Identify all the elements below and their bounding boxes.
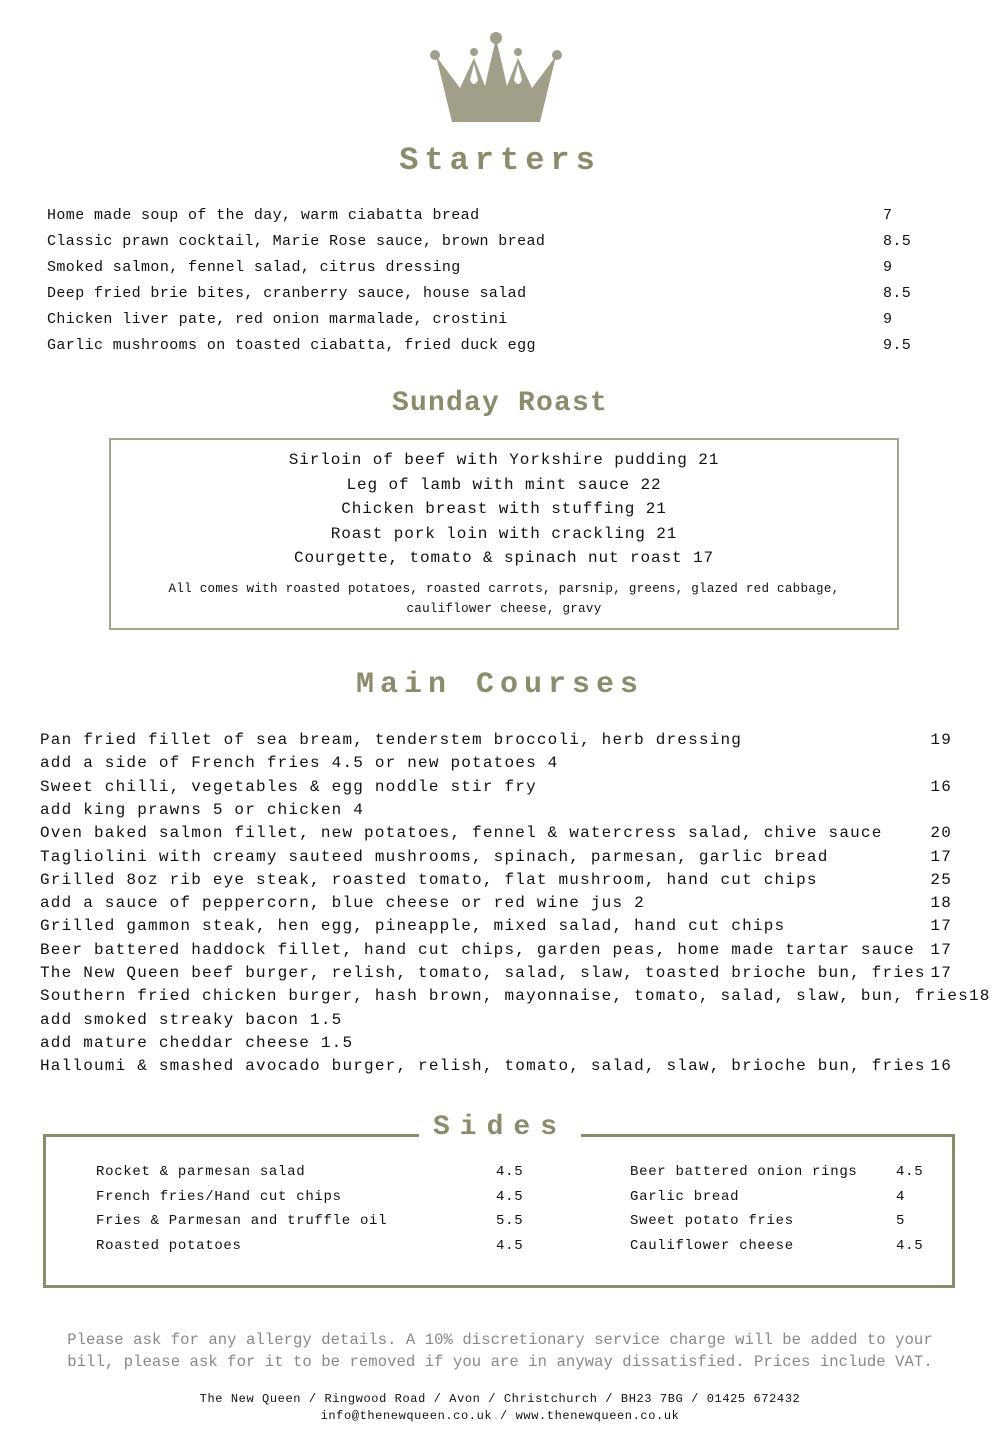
- item-name: Smoked salmon, fennel salad, citrus dressing: [47, 259, 461, 276]
- side-price: 4.5: [896, 1164, 924, 1180]
- item-name: Sweet chilli, vegetables & egg noddle stir fry: [40, 777, 537, 796]
- item-name: Beer battered haddock fillet, hand cut chips, garden peas, home made tartar sauce: [40, 940, 915, 959]
- main-courses-heading: Main Courses: [355, 668, 645, 702]
- item-price: 20: [930, 824, 952, 843]
- item-price: 8.5: [883, 285, 912, 302]
- item-name: Southern fried chicken burger, hash brown, mayonnaise, tomato, salad, slaw, bun, fries: [40, 987, 969, 1006]
- contact: info@thenewqueen.co.uk / www.thenewqueen.co.uk: [320, 1409, 680, 1423]
- item-name: add a sauce of peppercorn, blue cheese or red wine jus 2: [40, 894, 645, 913]
- item-price: 17: [930, 847, 952, 866]
- menu-item: [40, 894, 952, 912]
- item-name: Chicken liver pate, red onion marmalade, crostini: [47, 311, 508, 328]
- item-name: Grilled 8oz rib eye steak, roasted tomato, flat mushroom, hand cut chips: [40, 870, 818, 889]
- item-price: 17: [930, 917, 952, 936]
- menu-item: [47, 233, 912, 250]
- item-price: 16: [930, 777, 952, 796]
- menu-item: [47, 259, 907, 276]
- side-price: 4.5: [496, 1188, 524, 1205]
- item-price: 9: [883, 259, 893, 276]
- sunday-roast-box: [109, 438, 899, 630]
- item-name: add mature cheddar cheese 1.5: [40, 1033, 354, 1052]
- notice-line: bill, please ask for it to be removed if you are in anyway dissatisfied. Prices include VAT.: [67, 1353, 933, 1371]
- roast-item: Leg of lamb with mint sauce 22: [346, 475, 662, 494]
- item-price: 9.5: [883, 337, 912, 354]
- roast-item: Chicken breast with stuffing 21: [341, 500, 667, 518]
- item-name: The New Queen beef burger, relish, tomato, salad, slaw, toasted brioche bun, fries: [40, 964, 926, 982]
- item-name: Oven baked salmon fillet, new potatoes, fennel & watercress salad, chive sauce: [40, 824, 883, 843]
- sides-heading-wrap: [0, 1112, 1000, 1143]
- menu-item: [40, 801, 952, 819]
- menu-item: [40, 987, 991, 1006]
- crown-icon: [430, 28, 562, 123]
- item-price: 7: [883, 207, 893, 224]
- side-price: 4.5: [496, 1164, 524, 1180]
- item-name: Pan fried fillet of sea bream, tenderstem broccoli, herb dressing: [40, 731, 743, 749]
- side-name: Garlic bread: [630, 1188, 740, 1205]
- side-price: 4.5: [896, 1238, 924, 1255]
- item-price: 19: [930, 731, 952, 749]
- menu-item: [40, 731, 952, 749]
- side-price: 4: [896, 1188, 906, 1205]
- menu-item: [47, 207, 907, 224]
- roast-item: Courgette, tomato & spinach nut roast 17: [293, 549, 715, 567]
- side-name: Beer battered onion rings: [630, 1164, 858, 1180]
- side-name: Fries & Parmesan and truffle oil: [96, 1213, 388, 1230]
- address: The New Queen / Ringwood Road / Avon / Christchurch / BH23 7BG / 01425 672432: [199, 1392, 801, 1406]
- item-name: Deep fried brie bites, cranberry sauce, house salad: [47, 285, 527, 302]
- roast-note: All comes with roasted potatoes, roasted carrots, parsnip, greens, glazed red cabbage, cauliflower cheese, gravy: [168, 581, 840, 616]
- side-price: 5: [896, 1213, 906, 1230]
- menu-item: [40, 824, 952, 842]
- menu-item: [47, 285, 912, 302]
- item-name: Garlic mushrooms on toasted ciabatta, fried duck egg: [47, 337, 536, 354]
- menu-item: [40, 1011, 952, 1029]
- side-name: French fries/Hand cut chips: [96, 1188, 342, 1205]
- side-name: Rocket & parmesan salad: [96, 1164, 306, 1180]
- item-name: Home made soup of the day, warm ciabatta bread: [47, 207, 480, 224]
- item-price: 17: [930, 940, 952, 959]
- item-name: add smoked streaky bacon 1.5: [40, 1010, 343, 1029]
- item-price: 25: [930, 870, 952, 889]
- side-name: Cauliflower cheese: [630, 1238, 794, 1255]
- menu-item: [40, 871, 952, 889]
- menu-item: [40, 754, 952, 772]
- menu-item: [40, 917, 952, 935]
- menu-item: [40, 941, 952, 959]
- roast-item: Roast pork loin with crackling 21: [330, 524, 678, 543]
- starters-heading: Starters: [399, 142, 601, 179]
- address-block: [0, 1391, 1000, 1425]
- notice-line: Please ask for any allergy details. A 10% discretionary service charge will be added to your: [67, 1331, 933, 1349]
- side-name: Sweet potato fries: [630, 1213, 794, 1230]
- menu-item: [40, 1057, 952, 1075]
- sides-box: [43, 1134, 955, 1288]
- allergy-notice: [0, 1329, 1000, 1373]
- side-name: Roasted potatoes: [96, 1238, 242, 1255]
- item-price: 17: [930, 964, 952, 982]
- item-name: Grilled gammon steak, hen egg, pineapple, mixed salad, hand cut chips: [40, 917, 786, 936]
- item-price: 9: [883, 311, 893, 328]
- item-price: 8.5: [883, 233, 912, 250]
- menu-item: [40, 848, 952, 866]
- item-name: Classic prawn cocktail, Marie Rose sauce, brown bread: [47, 233, 546, 250]
- menu-item: [40, 1034, 952, 1052]
- item-name: Halloumi & smashed avocado burger, relish, tomato, salad, slaw, brioche bun, fries: [40, 1057, 926, 1076]
- side-price: 5.5: [496, 1213, 524, 1230]
- item-price: 18: [968, 987, 991, 1006]
- sunday-roast-heading: Sunday Roast: [391, 388, 609, 419]
- item-name: Tagliolini with creamy sauteed mushrooms, spinach, parmesan, garlic bread: [40, 847, 829, 866]
- menu-item: [40, 778, 952, 796]
- sides-heading: Sides: [419, 1112, 581, 1143]
- side-price: 4.5: [496, 1238, 524, 1255]
- menu-item: [40, 964, 952, 982]
- menu-item: [47, 311, 907, 328]
- item-price: 18: [930, 894, 952, 913]
- roast-item: Sirloin of beef with Yorkshire pudding 21: [288, 451, 720, 469]
- item-price: 16: [930, 1057, 952, 1076]
- item-name: add king prawns 5 or chicken 4: [40, 800, 365, 819]
- item-name: add a side of French fries 4.5 or new potatoes 4: [40, 754, 559, 773]
- menu-item: [47, 337, 912, 354]
